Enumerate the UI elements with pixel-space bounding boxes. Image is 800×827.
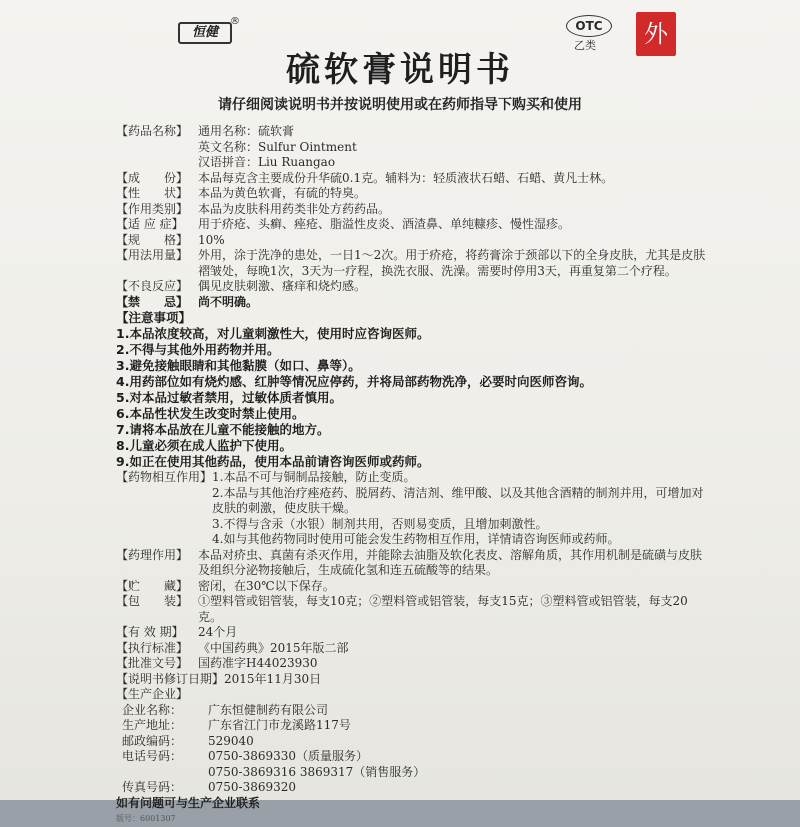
interactions-item: 4.如与其他药物同时使用可能会发生药物相互作用，详情请咨询医师或药师。 bbox=[212, 532, 620, 546]
pharmacology-label: 【药理作用】 bbox=[116, 547, 189, 562]
generic-name: 通用名称：硫软膏 bbox=[198, 124, 295, 138]
section-label: 【包 装】 bbox=[116, 594, 189, 608]
section-text: 2015年11月30日 bbox=[224, 671, 322, 686]
drug-name-values bbox=[198, 124, 706, 171]
section-label: 【说明书修订日期】 bbox=[116, 671, 225, 686]
section-text: 密闭，在30℃以下保存。 bbox=[198, 578, 335, 593]
section-label: 【贮 藏】 bbox=[116, 578, 189, 593]
note-item: 4.用药部位如有烧灼感、红肿等情况应停药，并将局部药物洗净，必要时向医师咨询。 bbox=[116, 374, 592, 389]
section-label: 【禁 忌】 bbox=[116, 294, 189, 309]
page-title: 硫软膏说明书 bbox=[286, 50, 514, 90]
section-label: 【成 份】 bbox=[116, 170, 189, 185]
section-row bbox=[116, 594, 706, 625]
pharmacology-row bbox=[116, 548, 706, 579]
section-text: 国药准字H44023930 bbox=[198, 656, 318, 670]
section-text: 本品为皮肤科用药类非处方药药品。 bbox=[198, 201, 391, 216]
page-subtitle: 请仔细阅读说明书并按说明使用或在药师指导下购买和使用 bbox=[218, 97, 582, 113]
section-row bbox=[116, 579, 706, 595]
section-text: 本品为黄色软膏，有硫的特臭。 bbox=[198, 186, 367, 200]
company-value: 广东省江门市龙溪路117号 bbox=[208, 718, 351, 732]
section-row bbox=[116, 656, 706, 672]
note-item: 2.不得与其他外用药物并用。 bbox=[116, 342, 280, 357]
company-key: 电话号码： bbox=[122, 749, 183, 763]
otc-category: 乙类 bbox=[574, 39, 596, 52]
interactions-item: 1.本品不可与铜制品接触，防止变质。 bbox=[212, 470, 416, 484]
interactions-item: 3.不得与含汞（水银）制剂共用，否则易变质，且增加刺激性。 bbox=[212, 516, 548, 531]
company-value: 529040 bbox=[208, 733, 254, 748]
company-row bbox=[122, 718, 706, 734]
section-text: 外用，涂于洗净的患处，一日1～2次。用于疥疮，将药膏涂于颈部以下的全身皮肤，尤其是皮肤褶皱处，每晚1次，3天为一疗程，换洗衣服、洗澡。需要时停用3天，再重复第二个疗程。 bbox=[198, 248, 706, 278]
company-label: 【生产企业】 bbox=[116, 687, 189, 701]
section-text: 尚不明确。 bbox=[198, 294, 259, 309]
section-row bbox=[116, 295, 706, 311]
company-value: 0750-3869330（质量服务） bbox=[208, 749, 369, 763]
company-row bbox=[122, 703, 706, 719]
section-row bbox=[116, 248, 706, 279]
external-use-mark: 外 bbox=[636, 12, 676, 56]
company-key: 生产地址： bbox=[122, 718, 183, 732]
interactions-item: 2.本品与其他治疗痤疮药、脱屑药、清洁剂、维甲酸、以及其他含酒精的制剂并用，可增加对皮肤的刺激，使皮肤干燥。 bbox=[212, 485, 704, 515]
pharmacology-text: 本品对疥虫、真菌有杀灭作用，并能除去油脂及软化表皮、溶解角质，其作用机制是硫磺与皮肤及组织分泌物接触后，生成硫化氢和连五硫酸等的结果。 bbox=[198, 547, 703, 577]
note-item: 9.如正在使用其他药品，使用本品前请咨询医师或药师。 bbox=[116, 454, 430, 469]
note-item: 6.本品性状发生改变时禁止使用。 bbox=[116, 406, 305, 421]
section-row bbox=[116, 202, 706, 218]
section-text: 《中国药典》2015年版二部 bbox=[198, 640, 349, 655]
company-row bbox=[122, 765, 706, 781]
section-label: 【规 格】 bbox=[116, 232, 189, 247]
notes-section bbox=[116, 310, 706, 470]
pinyin-name: 汉语拼音：Liu Ruangao bbox=[198, 155, 336, 169]
interactions-list bbox=[116, 486, 706, 548]
interactions-label: 【药物相互作用】 bbox=[116, 470, 213, 484]
company-key: 传真号码： bbox=[122, 780, 183, 794]
section-text: 24个月 bbox=[198, 625, 238, 639]
company-row bbox=[122, 734, 706, 750]
note-item: 1.本品浓度较高，对儿童刺激性大，使用时应咨询医师。 bbox=[116, 326, 430, 341]
section-row bbox=[116, 186, 706, 202]
english-name: 英文名称：Sulfur Ointment bbox=[198, 139, 357, 154]
section-label: 【适 应 症】 bbox=[116, 217, 184, 231]
company-key: 邮政编码： bbox=[122, 733, 183, 748]
section-label: 【性 状】 bbox=[116, 186, 189, 200]
company-value: 0750-3869316 3869317（销售服务） bbox=[208, 764, 426, 779]
drug-name-label: 【药品名称】 bbox=[116, 124, 189, 138]
notes-label: 【注意事项】 bbox=[116, 310, 192, 325]
contact-note: 如有问题可与生产企业联系 bbox=[116, 795, 261, 810]
company-key: 企业名称： bbox=[122, 702, 183, 717]
leaflet-content bbox=[116, 124, 706, 827]
section-row bbox=[116, 233, 706, 249]
company-info bbox=[116, 703, 706, 796]
section-text: ①塑料管或铝管装，每支10克；②塑料管或铝管装，每支15克；③塑料管或铝管装，每支20克。 bbox=[198, 594, 688, 624]
section-label: 【不良反应】 bbox=[116, 279, 189, 293]
section-row bbox=[116, 217, 706, 233]
company-value: 0750-3869320 bbox=[208, 780, 297, 794]
version-number: 版号：6001307 bbox=[116, 814, 176, 823]
note-item: 8.儿童必须在成人监护下使用。 bbox=[116, 438, 292, 453]
section-label: 【用法用量】 bbox=[116, 248, 189, 262]
section-label: 【作用类别】 bbox=[116, 201, 189, 216]
drug-name-row bbox=[116, 124, 706, 171]
otc-badge: OTC bbox=[566, 15, 612, 37]
note-item: 7.请将本品放在儿童不能接触的地方。 bbox=[116, 422, 330, 437]
interactions-section bbox=[116, 470, 706, 486]
section-text: 偶见皮肤刺激、瘙痒和烧灼感。 bbox=[198, 279, 367, 293]
section-label: 【批准文号】 bbox=[116, 656, 189, 670]
section-row bbox=[116, 641, 706, 657]
section-label: 【执行标准】 bbox=[116, 640, 189, 655]
company-value: 广东恒健制药有限公司 bbox=[208, 702, 329, 717]
company-logo: 恒健 bbox=[178, 22, 232, 44]
section-row bbox=[116, 279, 706, 295]
note-item: 5.对本品过敏者禁用，过敏体质者慎用。 bbox=[116, 390, 342, 405]
section-text: 10% bbox=[198, 232, 225, 247]
section-label: 【有 效 期】 bbox=[116, 625, 184, 639]
section-row bbox=[116, 625, 706, 641]
company-row bbox=[122, 780, 706, 796]
section-text: 用于疥疮、头癣、痤疮、脂溢性皮炎、酒渣鼻、单纯糠疹、慢性湿疹。 bbox=[198, 217, 571, 231]
company-row bbox=[122, 749, 706, 765]
section-row bbox=[116, 171, 706, 187]
registered-mark: ® bbox=[230, 16, 240, 27]
section-row bbox=[116, 672, 706, 688]
section-text: 本品每克含主要成份升华硫0.1克。辅料为：轻质液状石蜡、石蜡、黄凡士林。 bbox=[198, 170, 614, 185]
note-item: 3.避免接触眼睛和其他黏膜（如口、鼻等）。 bbox=[116, 358, 361, 373]
company-key bbox=[122, 765, 208, 781]
